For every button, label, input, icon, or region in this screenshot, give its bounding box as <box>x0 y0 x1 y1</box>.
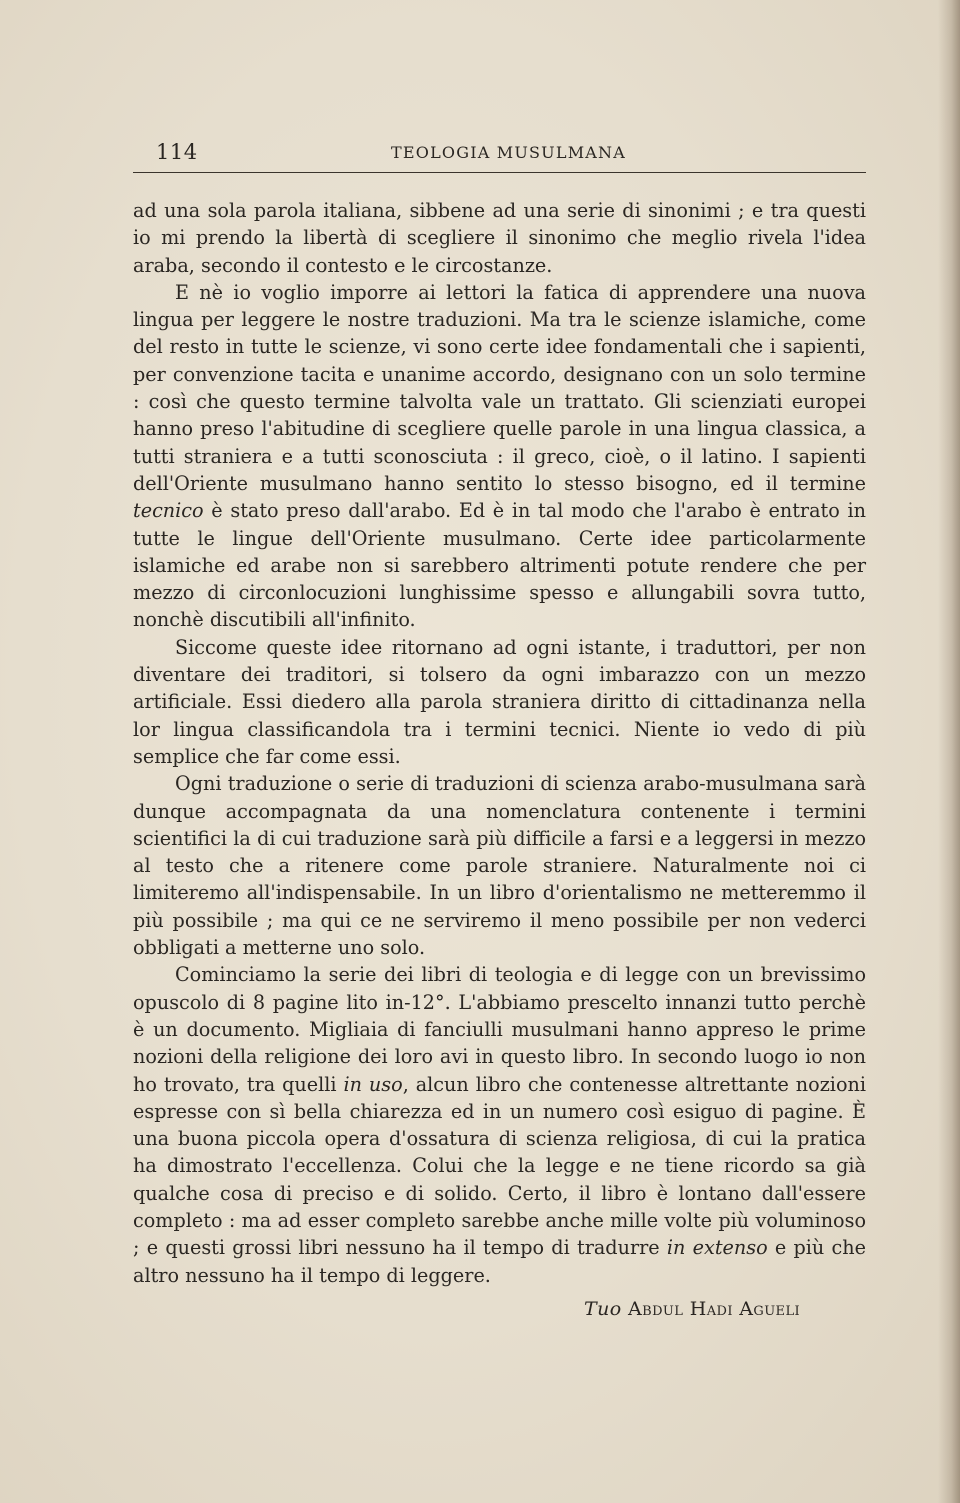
paragraph-5-text-c: e più che altro nessuno ha il tempo di leggere. <box>133 1236 867 1287</box>
paragraph-2-text-a: E nè io voglio imporre ai lettori la fatica di apprendere una nuova lingua per leggere le nostre traduzioni. Ma tra le scienze islamiche, come del resto in tutte le scienze, vi sono certe idee fondamentali che i sapienti, per convenzione tacita e unanime accordo, designano con un solo termine : così che questo termine talvolta vale un trattato. Gli scienziati europei hanno preso l'abitudine di scegliere quelle parole in una lingua classica, a tutti straniera e a tutti sconosciuta : il greco, cioè, o il latino. I sapienti dell'Oriente musulmano hanno sentito lo stesso bisogno, ed il termine <box>133 280 866 495</box>
page-number: 114 <box>156 140 198 164</box>
paragraph-2-text-b: è stato preso dall'arabo. Ed è in tal modo che l'arabo è entrato in tutte le lingue dell'Oriente musulmano. Certe idee particolarmente islamiche ed arabe non si sarebbero altrimenti potute rendere che per mezzo di circonlocuzioni lunghissime spesso e allungabili sovra tutto, nonchè discutibili all'infinito. <box>133 499 866 632</box>
signature-name: Abdul Hadi Agueli <box>628 1298 801 1320</box>
paragraph-4 <box>133 770 866 961</box>
running-title: TEOLOGIA MUSULMANA <box>391 143 626 162</box>
page-edge-shadow <box>938 0 960 1503</box>
paragraph-3-text: Siccome queste idee ritornano ad ogni istante, i traduttori, per non diventare dei traditori, si tolsero da ogni imbarazzo con un mezzo artificiale. Essi diedero alla parola straniera diritto di cittadinanza nella lor lingua classificandola tra i termini tecnici. Niente io vedo di più semplice che far come essi. <box>133 635 866 768</box>
signature-word: Tuo <box>584 1298 622 1320</box>
author-signature <box>584 1298 800 1320</box>
paragraph-3 <box>133 634 866 770</box>
paragraph-4-text: Ogni traduzione o serie di traduzioni di scienza arabo-musulmana sarà dunque accompagnata da una nomenclatura contenente i termini scientifici la di cui traduzione sarà più difficile a farsi e a leggersi in mezzo al testo che a ritenere come parole straniere. Naturalmente noi ci limiteremo all'indispensabile. In un libro d'orientalismo ne metteremmo il più possibile ; ma qui ce ne serviremo il meno possibile per non vederci obbligati a metterne uno solo. <box>133 772 866 960</box>
header-rule <box>133 172 866 173</box>
paragraph-2 <box>133 279 866 634</box>
paragraph-5-text-a: Cominciamo la serie dei libri di teologia e di legge con un brevissimo opuscolo di 8 pagine lito in-12°. L'abbiamo prescelto innanzi tutto perchè è un documento. Migliaia di fanciulli musulmani hanno appreso le prime nozioni della religione dei loro avi in questo libro. In secondo luogo io non ho trovato, tra quelli <box>133 963 866 1096</box>
body-text <box>133 197 866 1289</box>
paragraph-1-text: ad una sola parola italiana, sibbene ad una serie di sinonimi ; e tra questi io mi prendo la libertà di scegliere il sinonimo che meglio rivela l'idea araba, secondo il contesto e le circostanze. <box>133 199 866 277</box>
page-header <box>156 140 866 168</box>
paragraph-1 <box>133 197 866 279</box>
italic-term-tecnico: tecnico <box>133 499 204 523</box>
italic-term-in-uso: in uso <box>343 1072 403 1096</box>
italic-term-in-extenso: in extenso <box>666 1236 768 1260</box>
paragraph-5-text-b: , alcun libro che contenesse altrettante nozioni espresse con sì bella chiarezza ed in un numero così esiguo di pagine. È una buona piccola opera d'ossatura di scienza religiosa, di cui la pratica ha dimostrato l'eccellenza. Colui che la legge e ne tiene ricordo sa già qualche cosa di preciso e di solido. Certo, il libro è lontano dall'essere completo : ma ad esser completo sarebbe anche mille volte più voluminoso ; e questi grossi libri nessuno ha il tempo di tradurre <box>133 1072 866 1260</box>
paragraph-5 <box>133 961 866 1289</box>
